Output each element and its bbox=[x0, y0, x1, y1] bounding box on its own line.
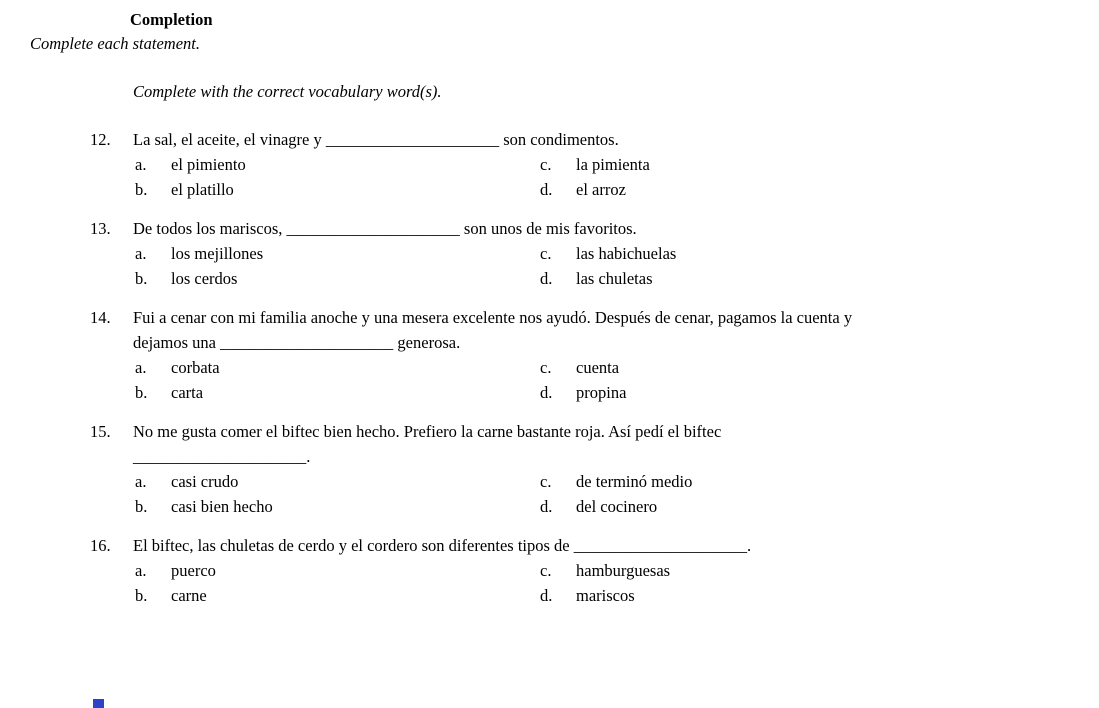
option-13b bbox=[133, 266, 538, 291]
answer-options bbox=[133, 469, 1045, 519]
option-text: de terminó medio bbox=[576, 472, 693, 491]
option-letter: c. bbox=[540, 472, 552, 491]
option-text: la pimienta bbox=[576, 155, 650, 174]
option-16a bbox=[133, 558, 538, 583]
option-15a bbox=[133, 469, 538, 494]
question-body bbox=[133, 216, 1045, 291]
option-13c bbox=[538, 241, 1045, 266]
option-letter: b. bbox=[135, 586, 148, 605]
option-14c bbox=[538, 355, 1045, 380]
answer-options bbox=[133, 355, 1045, 405]
option-letter: d. bbox=[540, 180, 553, 199]
option-text: carta bbox=[171, 383, 204, 402]
option-text: casi crudo bbox=[171, 472, 239, 491]
section-title: Completion bbox=[130, 10, 213, 29]
question-number: 14. bbox=[90, 308, 111, 327]
option-letter: a. bbox=[135, 472, 147, 491]
question-body bbox=[133, 419, 1045, 519]
question-stem: De todos los mariscos, _____________________ son unos de mis favoritos. bbox=[133, 219, 637, 238]
option-12b bbox=[133, 177, 538, 202]
option-text: corbata bbox=[171, 358, 220, 377]
option-letter: b. bbox=[135, 497, 148, 516]
option-14d bbox=[538, 380, 1045, 405]
option-letter: c. bbox=[540, 358, 552, 377]
option-16c bbox=[538, 558, 1045, 583]
option-letter: c. bbox=[540, 561, 552, 580]
option-letter: a. bbox=[135, 358, 147, 377]
option-13d bbox=[538, 266, 1045, 291]
option-12d bbox=[538, 177, 1045, 202]
option-15d bbox=[538, 494, 1045, 519]
question-14 bbox=[0, 305, 1099, 405]
option-text: carne bbox=[171, 586, 207, 605]
option-text: las chuletas bbox=[576, 269, 653, 288]
question-number: 15. bbox=[90, 422, 111, 441]
option-text: las habichuelas bbox=[576, 244, 677, 263]
option-16b bbox=[133, 583, 538, 608]
question-15 bbox=[0, 419, 1099, 519]
page-corner-mark bbox=[93, 699, 104, 708]
answer-options bbox=[133, 558, 1045, 608]
option-14b bbox=[133, 380, 538, 405]
option-letter: a. bbox=[135, 561, 147, 580]
option-12c bbox=[538, 152, 1045, 177]
question-list bbox=[0, 103, 1099, 608]
directions: Complete with the correct vocabulary word(s). bbox=[133, 82, 442, 101]
option-16d bbox=[538, 583, 1045, 608]
option-letter: a. bbox=[135, 244, 147, 263]
option-text: mariscos bbox=[576, 586, 635, 605]
question-16 bbox=[0, 533, 1099, 608]
option-text: los cerdos bbox=[171, 269, 238, 288]
question-body bbox=[133, 127, 1045, 202]
option-14a bbox=[133, 355, 538, 380]
option-15c bbox=[538, 469, 1045, 494]
option-text: el platillo bbox=[171, 180, 234, 199]
question-stem-line2: dejamos una _____________________ generosa. bbox=[133, 333, 461, 352]
option-text: el arroz bbox=[576, 180, 626, 199]
option-letter: d. bbox=[540, 497, 553, 516]
option-letter: b. bbox=[135, 383, 148, 402]
answer-options bbox=[133, 241, 1045, 291]
option-letter: d. bbox=[540, 383, 553, 402]
option-text: puerco bbox=[171, 561, 216, 580]
option-letter: c. bbox=[540, 155, 552, 174]
question-body bbox=[133, 305, 1045, 405]
question-number: 13. bbox=[90, 219, 111, 238]
question-13 bbox=[0, 216, 1099, 291]
option-letter: b. bbox=[135, 269, 148, 288]
question-body bbox=[133, 533, 1045, 608]
answer-options bbox=[133, 152, 1045, 202]
section-instruction: Complete each statement. bbox=[30, 34, 200, 53]
question-12 bbox=[0, 127, 1099, 202]
option-text: cuenta bbox=[576, 358, 620, 377]
option-letter: d. bbox=[540, 586, 553, 605]
option-15b bbox=[133, 494, 538, 519]
question-number: 12. bbox=[90, 130, 111, 149]
option-letter: b. bbox=[135, 180, 148, 199]
option-text: hamburguesas bbox=[576, 561, 671, 580]
question-number: 16. bbox=[90, 536, 111, 555]
option-letter: c. bbox=[540, 244, 552, 263]
question-stem: Fui a cenar con mi familia anoche y una mesera excelente nos ayudó. Después de cenar, pagamos la cuenta y bbox=[133, 308, 853, 327]
option-text: casi bien hecho bbox=[171, 497, 273, 516]
option-text: el pimiento bbox=[171, 155, 246, 174]
option-text: los mejillones bbox=[171, 244, 264, 263]
option-letter: d. bbox=[540, 269, 553, 288]
question-stem: No me gusta comer el biftec bien hecho. Prefiero la carne bastante roja. Así pedí el biftec bbox=[133, 422, 722, 441]
option-text: propina bbox=[576, 383, 627, 402]
option-13a bbox=[133, 241, 538, 266]
question-stem: La sal, el aceite, el vinagre y _____________________ son condimentos. bbox=[133, 130, 619, 149]
question-stem-line2: _____________________. bbox=[133, 447, 311, 466]
option-12a bbox=[133, 152, 538, 177]
option-text: del cocinero bbox=[576, 497, 658, 516]
option-letter: a. bbox=[135, 155, 147, 174]
question-stem: El biftec, las chuletas de cerdo y el cordero son diferentes tipos de _____________________. bbox=[133, 536, 752, 555]
